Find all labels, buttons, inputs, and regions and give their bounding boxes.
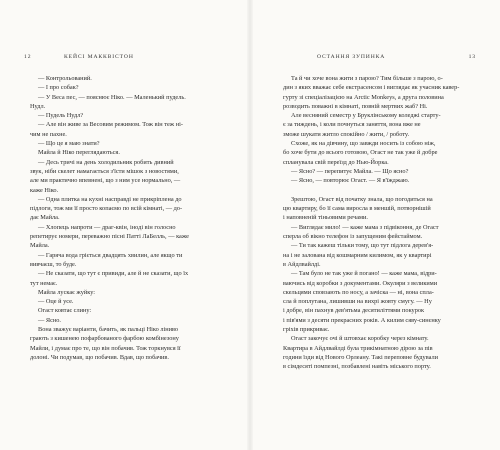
text-line: зможе шукати житло спокійно / жити, / роботу. [283, 130, 410, 138]
text-line: репетирує номери, переважно пісні Патті ЛаБелль, — каже [30, 233, 189, 241]
text-line: — Ти так кажеш тільки тому, що тут підлога дерев'я- [291, 242, 434, 250]
text-line: Зрештою, Огаст від початку знала, що погодиться на [291, 195, 433, 203]
text-line: — Пудель Нудл? [38, 112, 84, 120]
text-line: вивчаєш, то буде. [30, 260, 77, 268]
text-line: Але весняний семестр у Бруклінському коледжі старту- [291, 112, 441, 120]
text-line: сла й поплутана, лишивши на вихрі жовту смугу. — Ну [283, 298, 432, 306]
text-line: чим не пахне. [30, 130, 67, 138]
text-line: Та й чи хоче вона жити з парою? Тим більше з парою, о- [291, 75, 443, 82]
text-line: бо хоче бути до всього готовою, Огаст не так уже й добре [283, 149, 438, 157]
text-line: і пів'ями з десяти прекрасних років. А килим сяву-синєнку [283, 316, 441, 324]
text-line: звук, ніби скелет намагається з'їсти мішок з новостями, [30, 167, 179, 175]
text-line: долоні. Чи подумав, що побачив. Вдав, що побачив. [30, 353, 169, 361]
text-line: Нудл. [30, 102, 46, 110]
text-line: Вона зважує варіанти, бачить, як пальці Ніко ліниво [38, 326, 179, 334]
text-line: години їзди від Нового Орлеану. Такі переповне будували [283, 353, 438, 361]
text-line: — Там було не так уже й погано! — каже мама, відри- [291, 270, 437, 278]
text-line: — Оце й усе. [38, 298, 74, 306]
text-line [283, 186, 473, 195]
right-running-title: ОСТАННЯ ЗУПИНКА [317, 54, 386, 60]
text-line: Майла лускає жуйку: [38, 288, 96, 296]
text-line: сперла об вікно телефон із запущеним фейстаймом. [283, 233, 423, 241]
text-line: цю квартиру, бо її сама виросла в меншій, потворнішій [283, 205, 431, 213]
left-page [0, 0, 247, 450]
text-line: розводить поважні в кімнаті, повній мертвих жаб? Ні. [283, 102, 428, 110]
text-line: грають з кишенею пофарбованого фарбою комбінезону [30, 335, 179, 343]
text-line: і добре, він пахнув дев'ятьма десятиліттями покурок [283, 307, 425, 315]
text-line: дин з яких вважає себе екстрасенсом і виглядає як учасник кавер- [283, 84, 460, 92]
left-page-number: 12 [24, 54, 32, 60]
text-line: каже Ніко. [30, 186, 59, 194]
right-page-number: 13 [468, 54, 476, 60]
text-line: гріхів прикриває. [283, 326, 330, 334]
right-page-header [277, 54, 476, 64]
text-line: — Ясно. [38, 316, 61, 324]
text-line: — Гаряча вода гріється двадцять хвилин, але якщо ти [38, 251, 183, 259]
text-line: — Хлопець напроти — драг-квін, іноді він голосно [38, 223, 176, 231]
text-line: Майла й Ніко переглядаються. [38, 149, 120, 157]
text-line: — Одна плитка на кухні насправді не прикріплена до [38, 195, 182, 203]
left-page-header [24, 54, 223, 64]
text-line: Огаст закочує очі й штовхає коробку через кімнату. [291, 335, 429, 343]
text-line: — Що це я маю знати? [38, 140, 100, 148]
text-line: Огаст ковтає слину: [38, 307, 92, 315]
text-line: — І про собак? [38, 84, 79, 92]
text-line: — Але він живе за Весовим режимом. Тож він теж ні- [38, 121, 183, 129]
text-line: Майли, і думає про те, що він побачив. Тож торкнувся її [30, 344, 181, 352]
text-line: — У Веса пес, — пояснює Ніко. — Маленький пудель. [38, 93, 186, 101]
text-line: — Виглядає мило! — каже мама з підвіконня, де Огаст [291, 223, 439, 231]
text-line: спланувала свій переїзд до Нью-Йорка. [283, 158, 389, 166]
right-page [253, 0, 500, 450]
text-line: — Ясно? — перепитує Майла. — Що ясно? [291, 167, 409, 175]
left-page-text [30, 74, 215, 362]
text-line: Майла. [30, 242, 50, 250]
text-line: тут немає. [30, 279, 58, 287]
text-line: скельцями сповзають по носу, а зачіска — ні, вона спла- [283, 288, 434, 296]
text-line: — Не сказати, що тут є привиди, але й не сказати, що їх [38, 270, 189, 278]
text-line: гурту зі спеціалізацією на Arctic Monkeys, а друга половина [283, 93, 444, 101]
text-line: підлоги, тож ми її просто копаємо по всій кімнаті, — до- [30, 205, 183, 213]
text-line: Квартира в Айдлвайлді була трикімнатною дірою за пів [283, 344, 433, 352]
text-line: в Айдлвайлді. [283, 260, 321, 268]
text-line: дає Майла. [30, 214, 60, 222]
text-line: в сімдесяті помпезні, позбавлені навіть міського порту. [283, 363, 431, 371]
text-line: і наповненій тіньовими речами. [283, 214, 368, 222]
right-page-text [283, 74, 473, 372]
text-line: — Контрольований. [38, 75, 92, 82]
text-line: — Ясно, — повторює Огаст. — Я в'їжджаю. [291, 177, 410, 185]
text-line: на і не залована від кошмарним килимом, як у квартирі [283, 251, 432, 259]
text-line: Схоже, як на дівчину, що завжди носить із собою ніж, [291, 140, 436, 148]
text-line: — Десь тричі на день холодильник робить дивний [38, 158, 174, 166]
text-line: ваючись від коробки з документами. Окуляри з великими [283, 279, 438, 287]
left-running-title: КЕЙСІ МАККВІСТОН [64, 54, 134, 60]
text-line: є за тиждень, і коли почнуться заняття, вона вже не [283, 121, 421, 129]
text-line: але ми практично впевнені, що з ним усе нормально, — [30, 177, 181, 185]
